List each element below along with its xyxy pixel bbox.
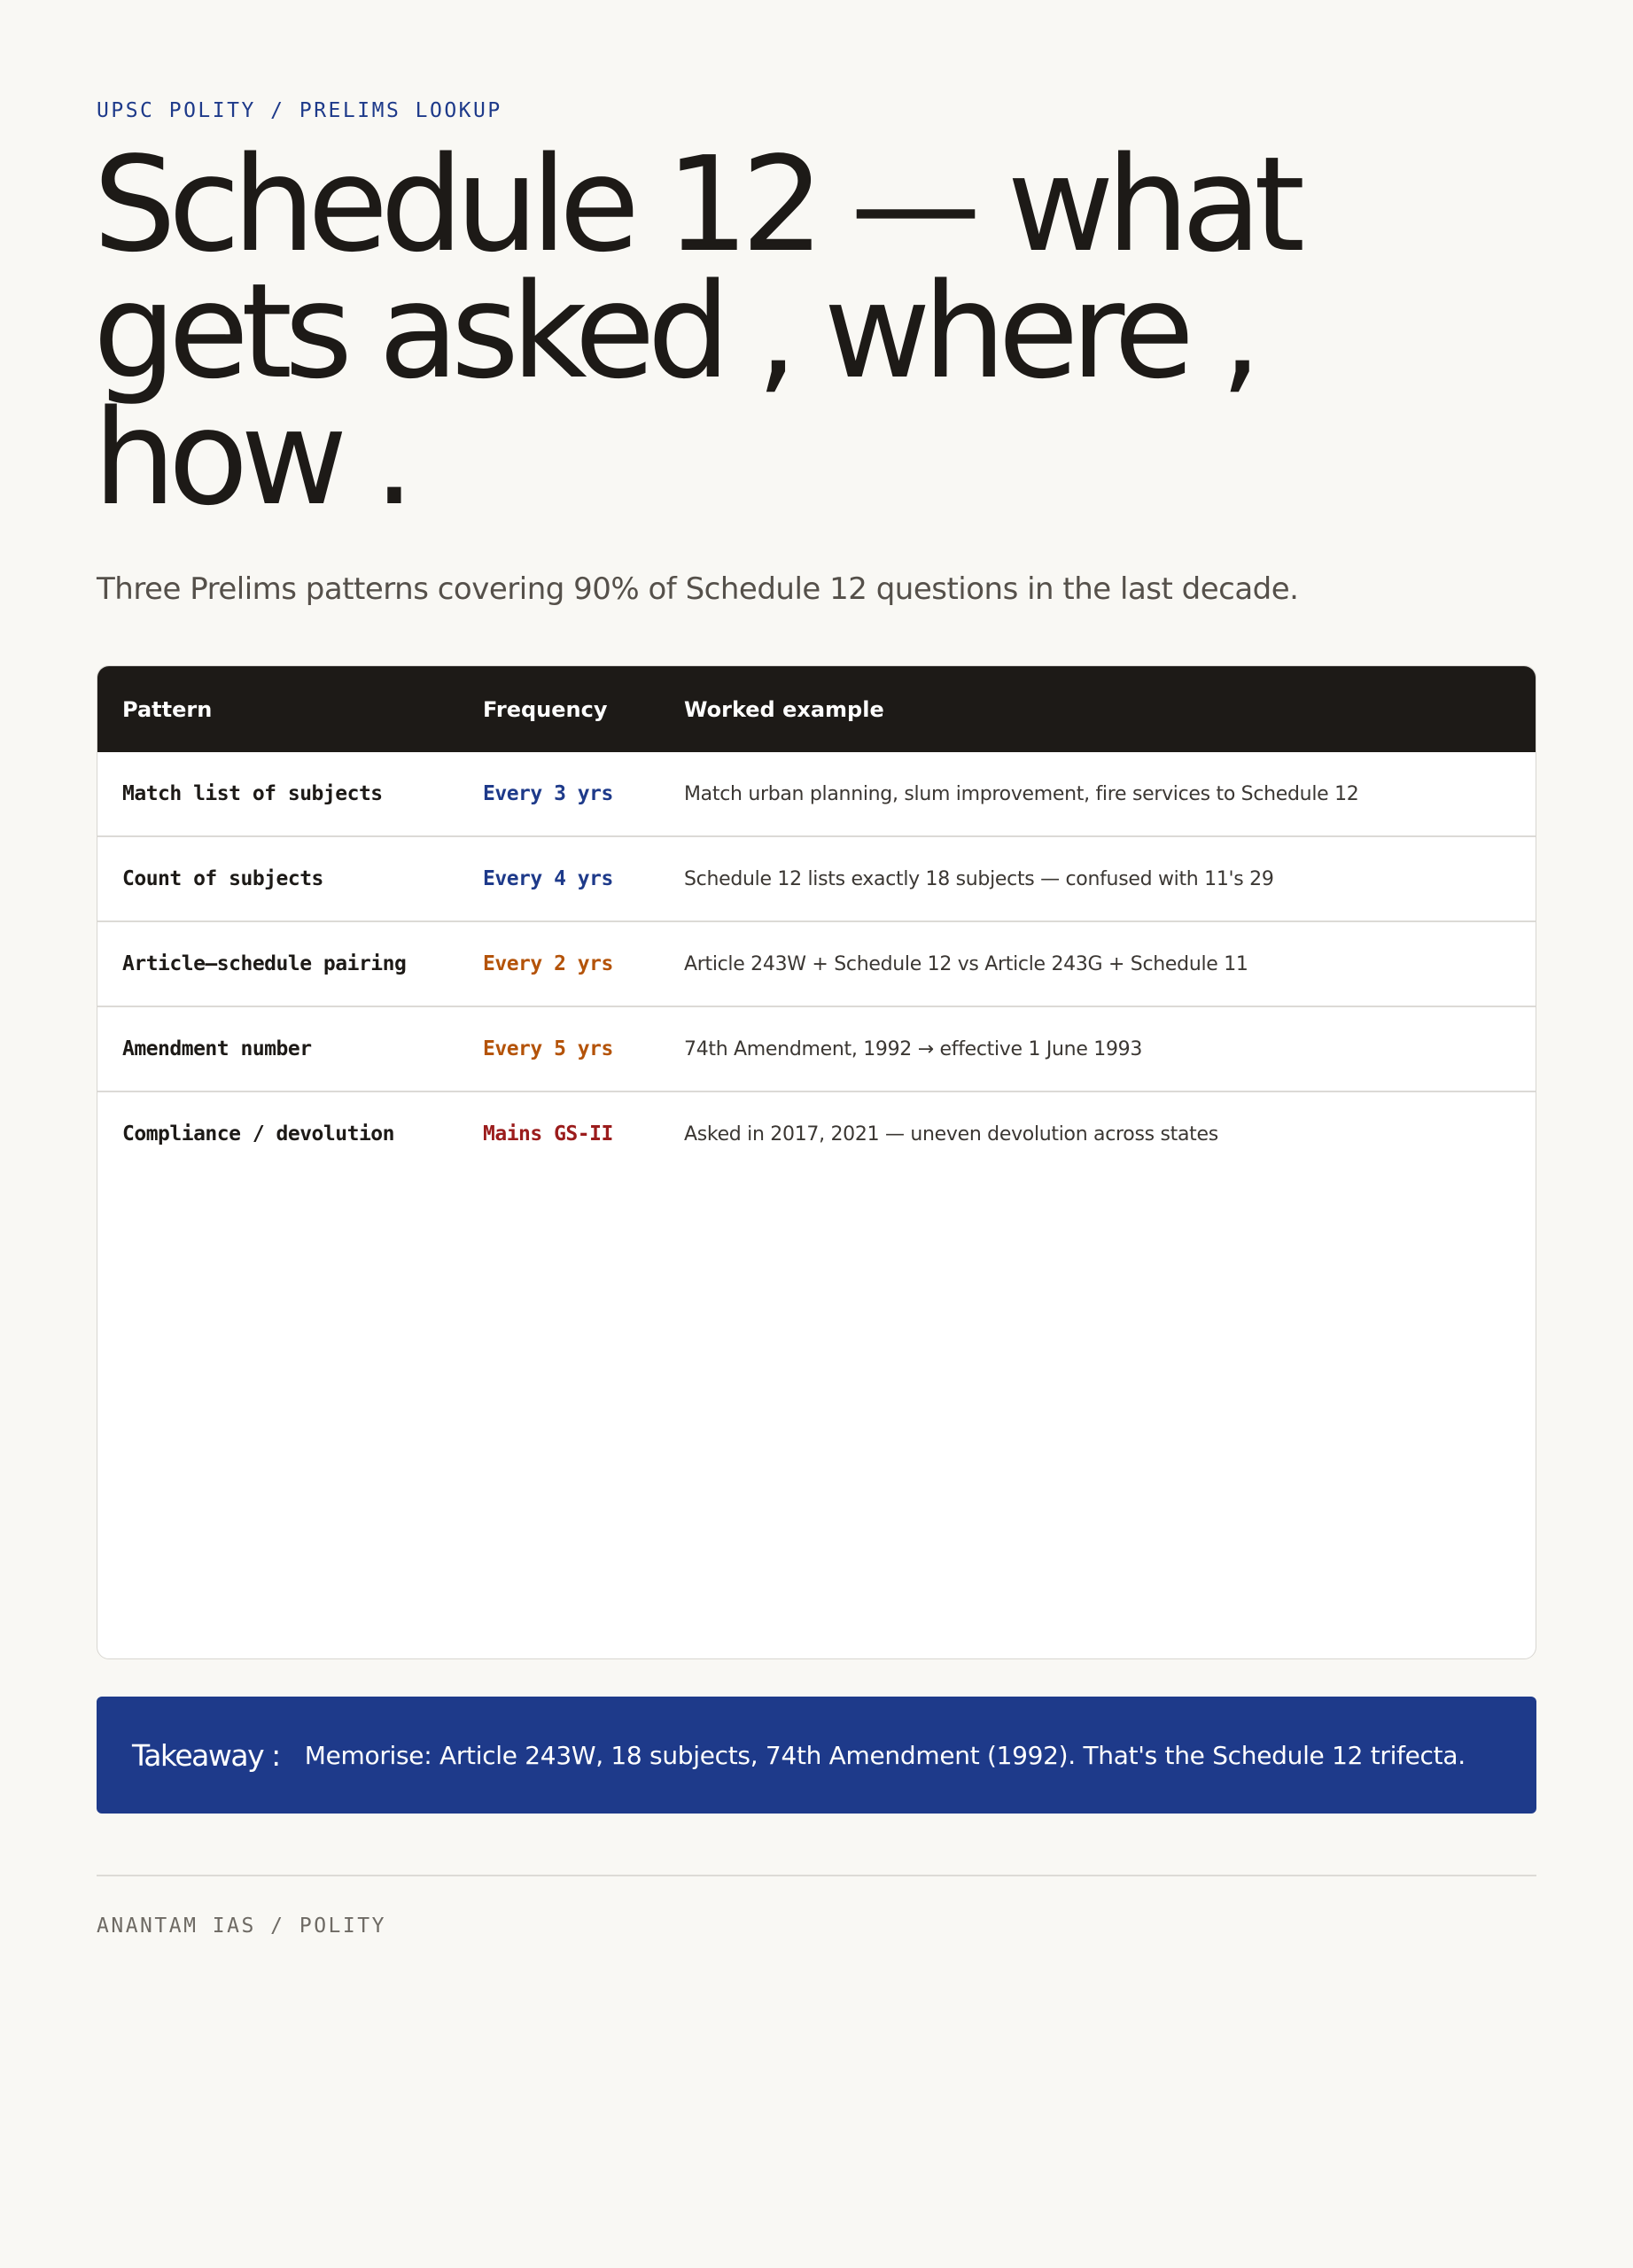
takeaway-label: Takeaway : <box>132 1737 280 1773</box>
table-row <box>97 1092 1536 1176</box>
column-header-example: Worked example <box>684 696 884 722</box>
frequency-cell: Every 5 yrs <box>483 1037 613 1060</box>
frequency-cell: Every 4 yrs <box>483 867 613 890</box>
kicker: UPSC POLITY / PRELIMS LOOKUP <box>97 99 502 122</box>
pattern-cell: Amendment number <box>122 1037 312 1060</box>
example-cell: Asked in 2017, 2021 — uneven devolution across states <box>684 1122 1218 1146</box>
frequency-cell: Every 2 yrs <box>483 952 613 975</box>
title-line-3: how . <box>93 382 408 534</box>
example-cell: Match urban planning, slum improvement, fire services to Schedule 12 <box>684 782 1359 805</box>
pattern-cell: Article–schedule pairing <box>122 952 407 975</box>
patterns-table <box>97 665 1536 1659</box>
pattern-cell: Count of subjects <box>122 867 323 890</box>
divider <box>97 1875 1536 1876</box>
example-cell: Article 243W + Schedule 12 vs Article 243G + Schedule 11 <box>684 952 1248 975</box>
page-title <box>93 128 1511 534</box>
title-line-2: gets asked , where , <box>93 255 1255 408</box>
table-row <box>97 837 1536 922</box>
table-row <box>97 752 1536 837</box>
subtitle: Three Prelims patterns covering 90% of Schedule 12 questions in the last decade. <box>97 571 1299 607</box>
takeaway-banner <box>97 1697 1536 1814</box>
title-line-1: Schedule 12 — what <box>93 128 1298 281</box>
pattern-cell: Compliance / devolution <box>122 1122 394 1146</box>
column-header-frequency: Frequency <box>483 696 608 722</box>
takeaway-text: Memorise: Article 243W, 18 subjects, 74th Amendment (1992). That's the Schedule 12 trifecta. <box>304 1740 1466 1770</box>
example-cell: 74th Amendment, 1992 → effective 1 June 1993 <box>684 1037 1143 1060</box>
table-row <box>97 1007 1536 1092</box>
table-row <box>97 922 1536 1007</box>
frequency-cell: Every 3 yrs <box>483 782 613 805</box>
frequency-cell: Mains GS-II <box>483 1122 613 1146</box>
column-header-pattern: Pattern <box>122 696 213 722</box>
table-header <box>97 666 1536 752</box>
example-cell: Schedule 12 lists exactly 18 subjects — confused with 11's 29 <box>684 867 1274 890</box>
footer-credit: ANANTAM IAS / POLITY <box>97 1915 386 1938</box>
pattern-cell: Match list of subjects <box>122 782 383 805</box>
